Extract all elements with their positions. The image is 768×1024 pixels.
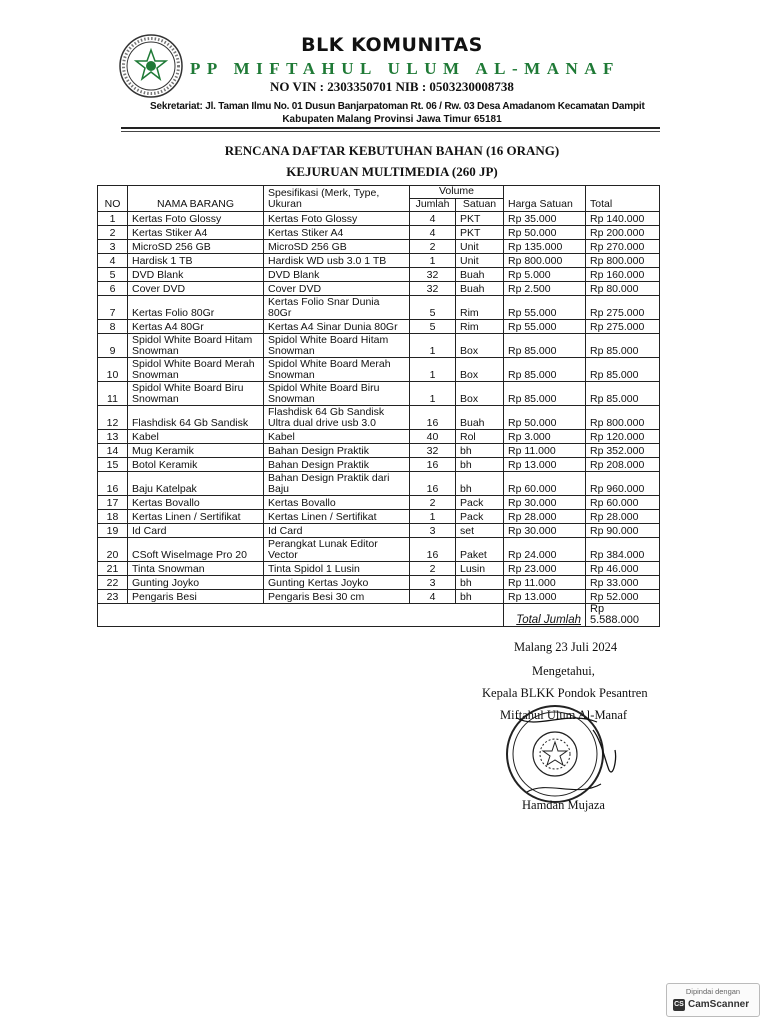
row-unit: Rim [456, 296, 504, 320]
table-row [98, 590, 660, 604]
row-no: 7 [98, 296, 128, 320]
materials-table [97, 185, 660, 627]
row-unit: bh [456, 576, 504, 590]
row-qty: 1 [410, 358, 456, 382]
row-unit: set [456, 524, 504, 538]
signature-position-2: Miftahul Ulum Al-Manaf [500, 708, 628, 722]
table-row [98, 212, 660, 226]
row-price: Rp 2.500 [504, 282, 586, 296]
row-price: Rp 55.000 [504, 296, 586, 320]
header-unit: Satuan [456, 199, 504, 212]
row-qty: 5 [410, 320, 456, 334]
row-unit: Paket [456, 538, 504, 562]
row-no: 3 [98, 240, 128, 254]
signature-acknowledged: Mengetahui, [532, 664, 595, 678]
row-price: Rp 11.000 [504, 576, 586, 590]
row-unit: Buah [456, 406, 504, 430]
row-name: Kertas Foto Glossy [128, 212, 264, 226]
row-no: 22 [98, 576, 128, 590]
row-price: Rp 50.000 [504, 406, 586, 430]
header-qty: Jumlah [410, 199, 456, 212]
row-total: Rp 140.000 [586, 212, 660, 226]
row-no: 14 [98, 444, 128, 458]
row-unit: Buah [456, 282, 504, 296]
table-row [98, 268, 660, 282]
row-unit: PKT [456, 212, 504, 226]
table-row [98, 254, 660, 268]
row-qty: 16 [410, 406, 456, 430]
row-spec: Perangkat Lunak Editor Vector [264, 538, 410, 562]
table-row [98, 358, 660, 382]
row-price: Rp 135.000 [504, 240, 586, 254]
header-price: Harga Satuan [504, 186, 586, 212]
row-unit: bh [456, 472, 504, 496]
row-spec: Kertas Linen / Sertifikat [264, 510, 410, 524]
row-no: 19 [98, 524, 128, 538]
total-label: Total Jumlah [504, 604, 586, 627]
row-spec: Kertas Foto Glossy [264, 212, 410, 226]
signatory-name: Hamdan Mujaza [522, 798, 605, 812]
row-total: Rp 80.000 [586, 282, 660, 296]
row-spec: Kertas A4 Sinar Dunia 80Gr [264, 320, 410, 334]
row-no: 9 [98, 334, 128, 358]
row-total: Rp 120.000 [586, 430, 660, 444]
table-row [98, 458, 660, 472]
row-price: Rp 30.000 [504, 524, 586, 538]
row-price: Rp 85.000 [504, 358, 586, 382]
document-title: RENCANA DAFTAR KEBUTUHAN BAHAN (16 ORANG) [224, 143, 560, 158]
row-spec: Spidol White Board Hitam Snowman [264, 334, 410, 358]
table-row [98, 510, 660, 524]
row-qty: 32 [410, 444, 456, 458]
letterhead-divider [121, 127, 660, 129]
row-spec: Tinta Spidol 1 Lusin [264, 562, 410, 576]
row-price: Rp 24.000 [504, 538, 586, 562]
row-name: Id Card [128, 524, 264, 538]
row-no: 11 [98, 382, 128, 406]
row-spec: Pengaris Besi 30 cm [264, 590, 410, 604]
row-unit: Unit [456, 254, 504, 268]
row-name: Kertas Folio 80Gr [128, 296, 264, 320]
scanner-caption: Dipindai dengan [685, 987, 741, 996]
row-unit: Rol [456, 430, 504, 444]
row-no: 15 [98, 458, 128, 472]
row-spec: Kertas Folio Snar Dunia 80Gr [264, 296, 410, 320]
table-row [98, 444, 660, 458]
row-total: Rp 275.000 [586, 320, 660, 334]
row-unit: Lusin [456, 562, 504, 576]
row-total: Rp 800.000 [586, 254, 660, 268]
table-row [98, 538, 660, 562]
row-price: Rp 23.000 [504, 562, 586, 576]
row-total: Rp 60.000 [586, 496, 660, 510]
row-qty: 5 [410, 296, 456, 320]
table-row [98, 334, 660, 358]
row-total: Rp 160.000 [586, 268, 660, 282]
row-price: Rp 13.000 [504, 590, 586, 604]
scanner-brand: CamScanner [688, 999, 750, 1010]
row-spec: Bahan Design Praktik dari Baju [264, 472, 410, 496]
blk-emblem-icon [118, 33, 184, 99]
row-unit: Box [456, 382, 504, 406]
row-name: Spidol White Board Biru Snowman [128, 382, 264, 406]
row-name: Kertas A4 80Gr [128, 320, 264, 334]
org-address-line-2: Kabupaten Malang Provinsi Jawa Timur 65181 [282, 114, 502, 125]
row-total: Rp 33.000 [586, 576, 660, 590]
row-spec: Bahan Design Praktik [264, 458, 410, 472]
row-name: Tinta Snowman [128, 562, 264, 576]
row-price: Rp 50.000 [504, 226, 586, 240]
row-no: 2 [98, 226, 128, 240]
row-no: 1 [98, 212, 128, 226]
header-no: NO [98, 186, 128, 212]
row-spec: Kertas Stiker A4 [264, 226, 410, 240]
row-name: Pengaris Besi [128, 590, 264, 604]
row-qty: 4 [410, 590, 456, 604]
total-row [98, 604, 660, 627]
row-price: Rp 30.000 [504, 496, 586, 510]
row-spec: Kabel [264, 430, 410, 444]
row-price: Rp 85.000 [504, 382, 586, 406]
row-qty: 4 [410, 212, 456, 226]
row-no: 23 [98, 590, 128, 604]
row-name: Gunting Joyko [128, 576, 264, 590]
row-no: 21 [98, 562, 128, 576]
header-total: Total [586, 186, 660, 212]
table-row [98, 524, 660, 538]
signature-date: Malang 23 Juli 2024 [514, 640, 618, 654]
row-unit: Box [456, 334, 504, 358]
org-subtitle: PP MIFTAHUL ULUM AL-MANAF [190, 59, 620, 78]
row-no: 18 [98, 510, 128, 524]
row-qty: 2 [410, 562, 456, 576]
org-name: BLK KOMUNITAS [301, 34, 483, 56]
row-total: Rp 352.000 [586, 444, 660, 458]
row-qty: 1 [410, 510, 456, 524]
row-spec: Spidol White Board Merah Snowman [264, 358, 410, 382]
row-no: 8 [98, 320, 128, 334]
row-spec: MicroSD 256 GB [264, 240, 410, 254]
row-spec: Cover DVD [264, 282, 410, 296]
org-registration-ids: NO VIN : 2303350701 NIB : 0503230008738 [270, 79, 514, 94]
signature-position-1: Kepala BLKK Pondok Pesantren [482, 686, 648, 700]
row-name: Cover DVD [128, 282, 264, 296]
row-qty: 2 [410, 240, 456, 254]
row-total: Rp 270.000 [586, 240, 660, 254]
row-total: Rp 46.000 [586, 562, 660, 576]
row-qty: 2 [410, 496, 456, 510]
row-no: 16 [98, 472, 128, 496]
row-unit: bh [456, 590, 504, 604]
document-subtitle: KEJURUAN MULTIMEDIA (260 JP) [286, 164, 498, 179]
row-no: 4 [98, 254, 128, 268]
row-price: Rp 60.000 [504, 472, 586, 496]
table-row [98, 406, 660, 430]
row-qty: 4 [410, 226, 456, 240]
table-row [98, 320, 660, 334]
official-stamp-icon [497, 700, 619, 806]
row-no: 5 [98, 268, 128, 282]
row-qty: 1 [410, 254, 456, 268]
row-qty: 1 [410, 382, 456, 406]
row-no: 6 [98, 282, 128, 296]
row-unit: Unit [456, 240, 504, 254]
row-unit: Pack [456, 510, 504, 524]
row-qty: 16 [410, 458, 456, 472]
row-total: Rp 85.000 [586, 382, 660, 406]
table-row [98, 576, 660, 590]
row-qty: 16 [410, 538, 456, 562]
table-row [98, 472, 660, 496]
table-row [98, 226, 660, 240]
row-price: Rp 3.000 [504, 430, 586, 444]
camscanner-badge [666, 983, 760, 1017]
row-unit: Rim [456, 320, 504, 334]
table-row [98, 296, 660, 320]
row-name: CSoft Wiselmage Pro 20 [128, 538, 264, 562]
row-name: Spidol White Board Hitam Snowman [128, 334, 264, 358]
row-spec: Bahan Design Praktik [264, 444, 410, 458]
row-spec: Flashdisk 64 Gb Sandisk Ultra dual drive usb 3.0 [264, 406, 410, 430]
row-no: 13 [98, 430, 128, 444]
row-total: Rp 85.000 [586, 358, 660, 382]
row-qty: 32 [410, 282, 456, 296]
row-spec: DVD Blank [264, 268, 410, 282]
table-row [98, 382, 660, 406]
row-price: Rp 800.000 [504, 254, 586, 268]
row-total: Rp 200.000 [586, 226, 660, 240]
row-total: Rp 960.000 [586, 472, 660, 496]
row-price: Rp 28.000 [504, 510, 586, 524]
header-volume: Volume [410, 186, 504, 199]
row-total: Rp 800.000 [586, 406, 660, 430]
row-name: DVD Blank [128, 268, 264, 282]
row-unit: Buah [456, 268, 504, 282]
row-qty: 32 [410, 268, 456, 282]
row-spec: Id Card [264, 524, 410, 538]
row-qty: 40 [410, 430, 456, 444]
row-price: Rp 35.000 [504, 212, 586, 226]
row-total: Rp 275.000 [586, 296, 660, 320]
row-price: Rp 5.000 [504, 268, 586, 282]
table-row [98, 562, 660, 576]
table-header-row [98, 186, 660, 199]
total-spacer [98, 604, 504, 627]
row-name: Kertas Linen / Sertifikat [128, 510, 264, 524]
row-no: 17 [98, 496, 128, 510]
row-total: Rp 208.000 [586, 458, 660, 472]
row-total: Rp 85.000 [586, 334, 660, 358]
row-spec: Hardisk WD usb 3.0 1 TB [264, 254, 410, 268]
row-unit: Box [456, 358, 504, 382]
row-price: Rp 13.000 [504, 458, 586, 472]
total-value: Rp 5.588.000 [586, 604, 660, 627]
row-spec: Gunting Kertas Joyko [264, 576, 410, 590]
row-name: Hardisk 1 TB [128, 254, 264, 268]
row-name: Botol Keramik [128, 458, 264, 472]
row-name: Baju Katelpak [128, 472, 264, 496]
row-unit: bh [456, 444, 504, 458]
org-address-line-1: Sekretariat: Jl. Taman Ilmu No. 01 Dusun Banjarpatoman Rt. 06 / Rw. 03 Desa Amadanom Kecamatan Dampit [150, 101, 645, 112]
row-name: Flashdisk 64 Gb Sandisk [128, 406, 264, 430]
row-name: Spidol White Board Merah Snowman [128, 358, 264, 382]
row-price: Rp 55.000 [504, 320, 586, 334]
row-spec: Spidol White Board Biru Snowman [264, 382, 410, 406]
row-name: Kabel [128, 430, 264, 444]
row-spec: Kertas Bovallo [264, 496, 410, 510]
table-row [98, 282, 660, 296]
row-unit: PKT [456, 226, 504, 240]
row-name: Kertas Bovallo [128, 496, 264, 510]
row-total: Rp 90.000 [586, 524, 660, 538]
header-name: NAMA BARANG [128, 186, 264, 212]
row-qty: 3 [410, 524, 456, 538]
row-unit: Pack [456, 496, 504, 510]
row-total: Rp 52.000 [586, 590, 660, 604]
camscanner-icon: CS [673, 999, 685, 1011]
row-no: 12 [98, 406, 128, 430]
row-no: 10 [98, 358, 128, 382]
letterhead-divider-thin [121, 131, 660, 132]
row-total: Rp 384.000 [586, 538, 660, 562]
row-total: Rp 28.000 [586, 510, 660, 524]
table-row [98, 496, 660, 510]
row-name: MicroSD 256 GB [128, 240, 264, 254]
row-name: Mug Keramik [128, 444, 264, 458]
row-price: Rp 11.000 [504, 444, 586, 458]
row-unit: bh [456, 458, 504, 472]
table-row [98, 240, 660, 254]
row-qty: 1 [410, 334, 456, 358]
row-name: Kertas Stiker A4 [128, 226, 264, 240]
row-no: 20 [98, 538, 128, 562]
row-qty: 16 [410, 472, 456, 496]
row-qty: 3 [410, 576, 456, 590]
table-row [98, 430, 660, 444]
header-spec: Spesifikasi (Merk, Type, Ukuran [264, 186, 410, 212]
row-price: Rp 85.000 [504, 334, 586, 358]
